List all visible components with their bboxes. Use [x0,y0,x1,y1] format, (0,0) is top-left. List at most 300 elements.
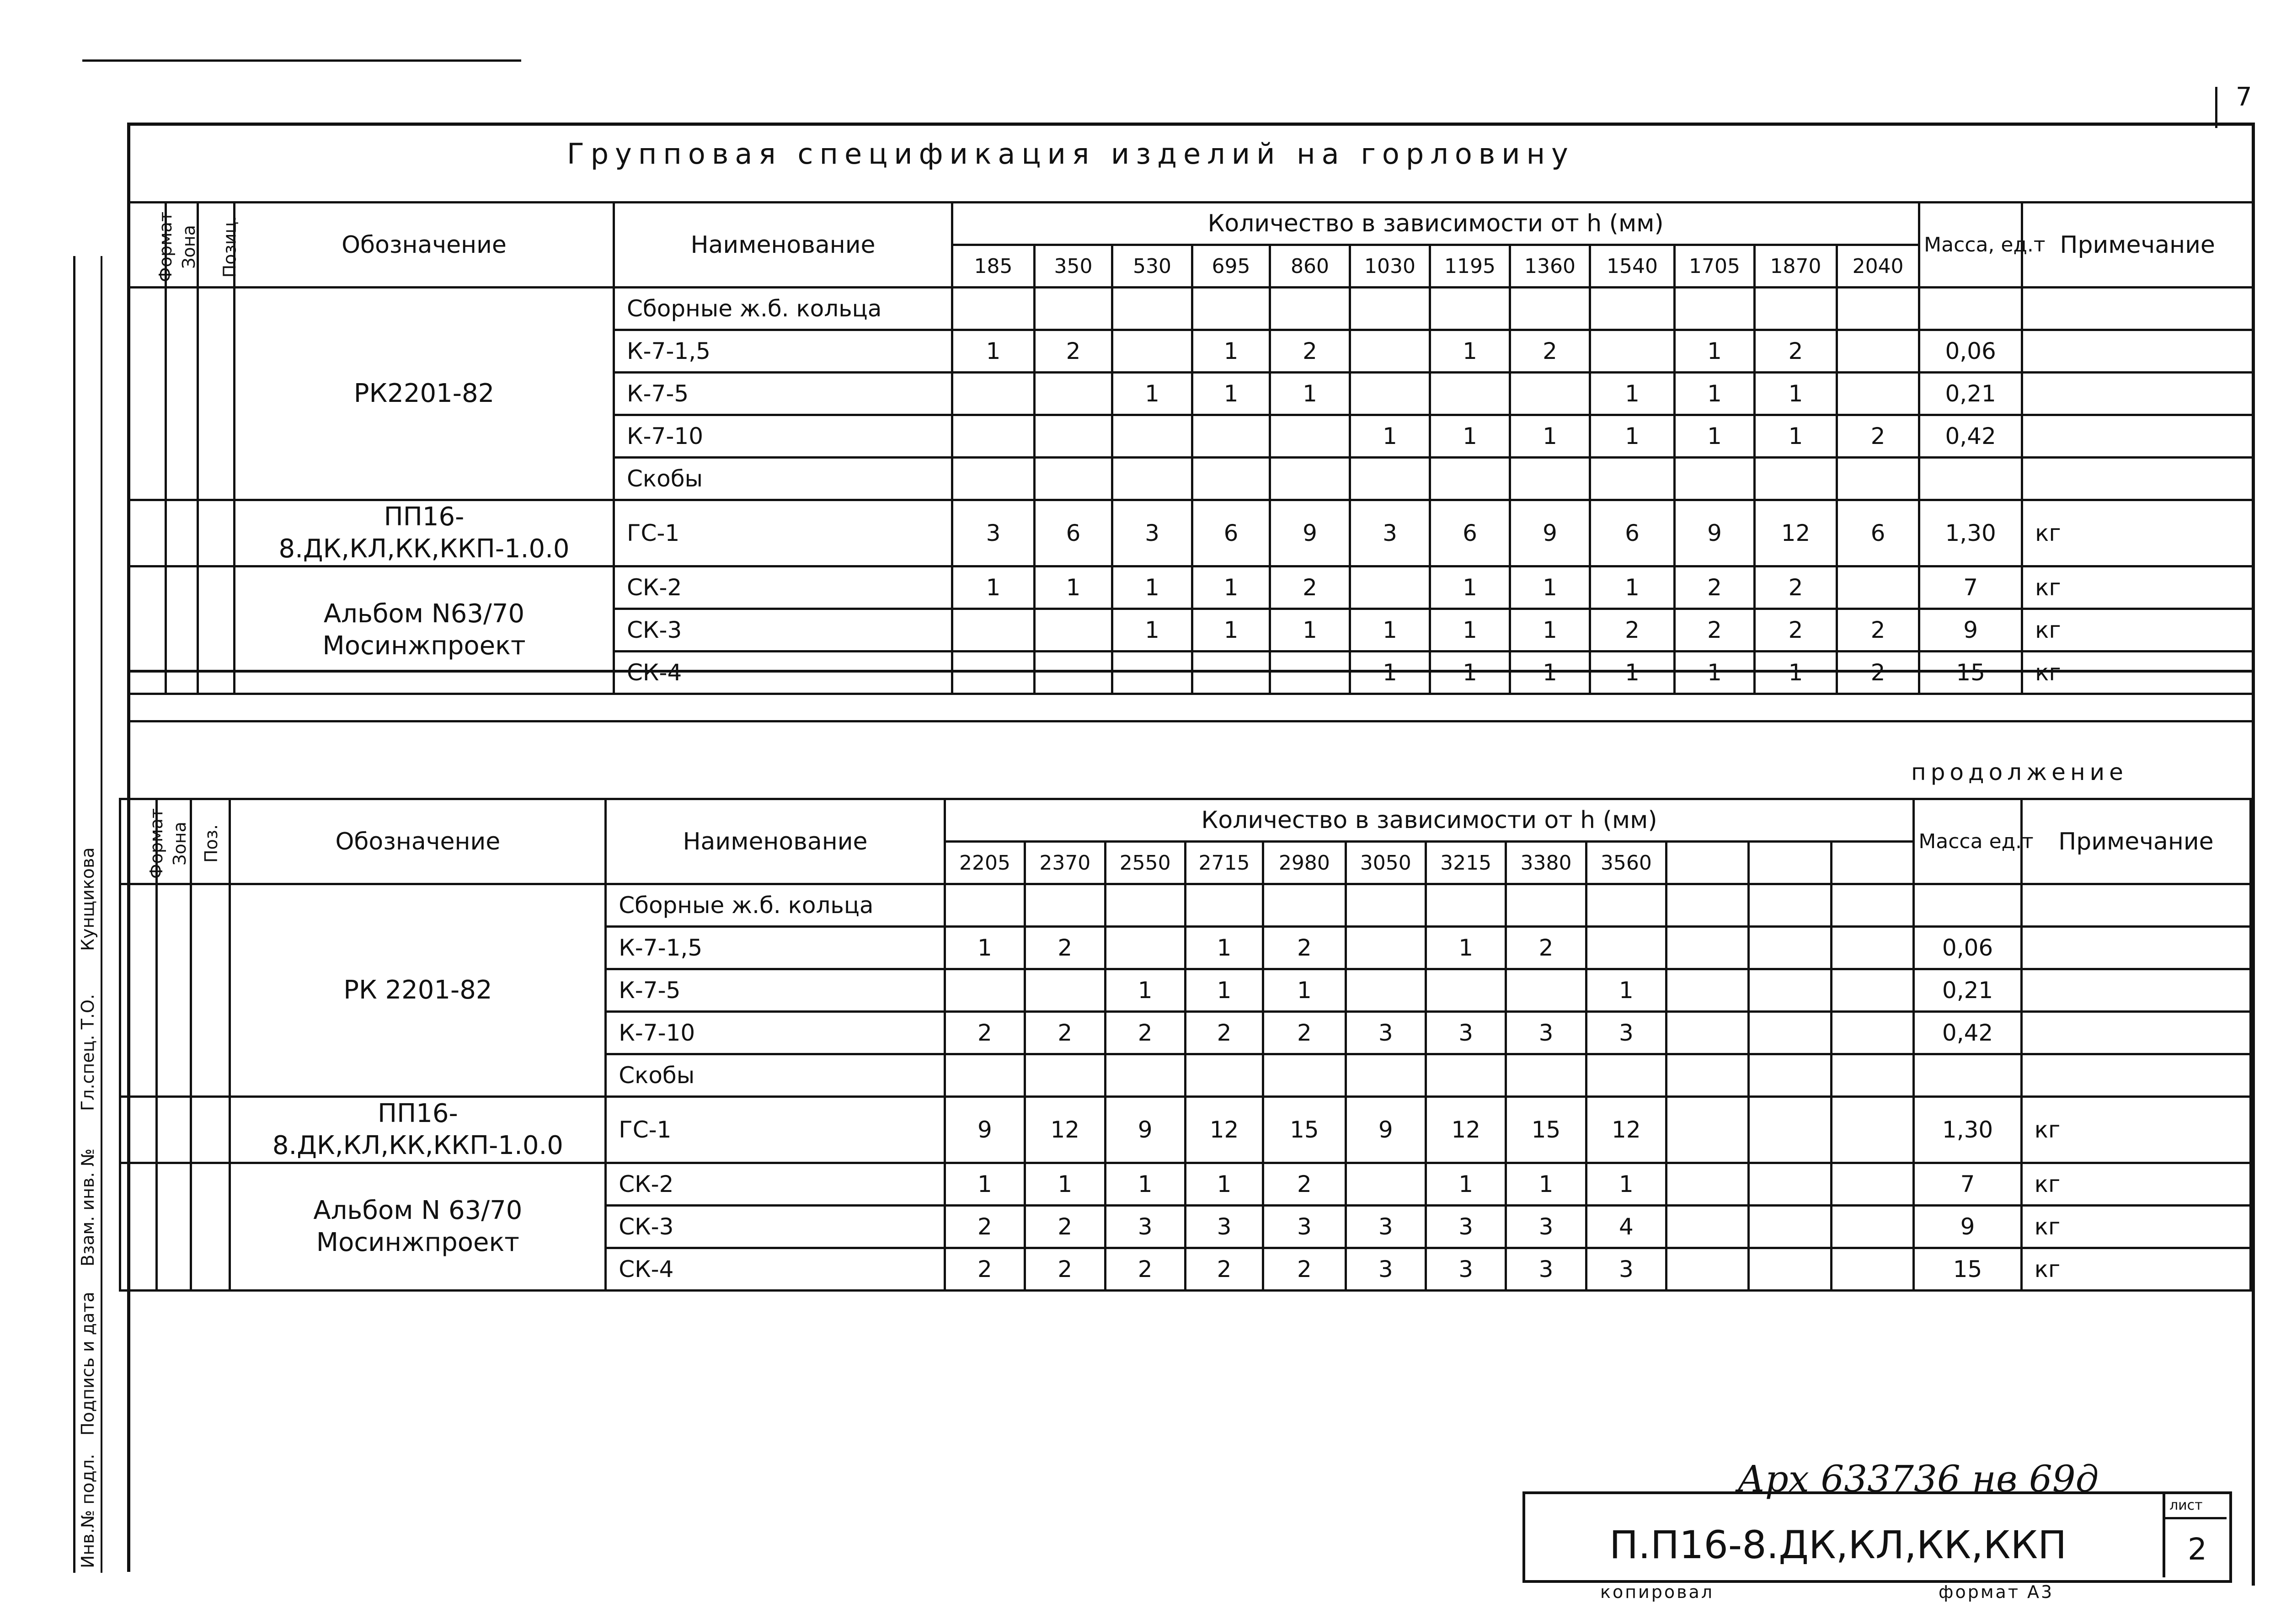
quantity-cell [1675,288,1755,330]
quantity-cell: 1 [1185,969,1263,1012]
quantity-cell [1749,927,1831,969]
height-col-header: 1540 [1590,245,1675,288]
quantity-cell [1112,415,1192,458]
quantity-cell [952,458,1035,500]
quantity-cell [1586,884,1666,927]
quantity-cell: 1 [1426,927,1506,969]
quantity-cell: 2 [1025,927,1105,969]
name-cell: СК-4 [614,652,952,694]
quantity-cell [952,609,1035,652]
quantity-cell: 2 [1837,609,1919,652]
designation-cell: РК2201-82 [235,288,614,500]
quantity-cell: 9 [1675,500,1755,566]
quantity-cell [1749,1248,1831,1291]
quantity-cell: 2 [1185,1248,1263,1291]
pos-cell [198,288,235,500]
quantity-cell: 3 [1105,1206,1185,1248]
name-cell: К-7-5 [606,969,945,1012]
quantity-cell [1749,1012,1831,1054]
format-cell [120,884,157,1097]
quantity-cell: 2 [1270,330,1350,373]
name-cell: ГС-1 [606,1097,945,1163]
quantity-cell: 2 [1837,415,1919,458]
sheet-number: 2 [2188,1532,2207,1567]
quantity-cell: 6 [1035,500,1112,566]
quantity-cell [1831,884,1914,927]
mass-cell: 0,21 [1919,373,2022,415]
quantity-cell [945,969,1025,1012]
note-cell: кг [2022,609,2253,652]
quantity-cell [952,288,1035,330]
height-col-header: 695 [1192,245,1270,288]
note-cell: кг [2021,1163,2250,1206]
quantity-cell: 3 [1426,1012,1506,1054]
quantity-cell: 1 [1270,373,1350,415]
height-col-header [1831,842,1914,884]
height-col-header [1666,842,1749,884]
quantity-cell: 2 [1675,609,1755,652]
quantity-cell: 3 [952,500,1035,566]
quantity-cell [1350,373,1430,415]
quantity-cell: 6 [1837,500,1919,566]
table-row [129,288,2253,330]
quantity-cell [1025,1054,1105,1097]
quantity-cell: 2 [945,1206,1025,1248]
quantity-cell [1192,652,1270,694]
quantity-cell [1112,330,1192,373]
quantity-cell: 6 [1192,500,1270,566]
quantity-cell: 1 [1105,969,1185,1012]
quantity-cell: 1 [1586,969,1666,1012]
copied-label: копировал [1600,1582,1714,1602]
table-row [120,1163,2251,1206]
quantity-cell [1112,652,1192,694]
height-col-header: 2980 [1263,842,1346,884]
format-label: формат А3 [1939,1582,2054,1602]
quantity-cell: 2 [1510,330,1590,373]
quantity-cell [1185,1054,1263,1097]
quantity-cell [1185,884,1263,927]
quantity-cell [1426,1054,1506,1097]
quantity-cell: 2 [1270,566,1350,609]
quantity-cell: 1 [1192,373,1270,415]
quantity-cell: 1 [952,330,1035,373]
quantity-cell [1426,884,1506,927]
quantity-cell: 1 [1510,566,1590,609]
name-cell: СК-2 [614,566,952,609]
note-cell [2022,373,2253,415]
quantity-cell: 3 [1350,500,1430,566]
quantity-cell: 4 [1586,1206,1666,1248]
quantity-cell [1105,927,1185,969]
zone-cell [157,1163,191,1291]
quantity-cell [1035,458,1112,500]
zone-cell [166,288,198,500]
note-cell: кг [2022,500,2253,566]
quantity-cell [1666,1248,1749,1291]
name-cell: Сборные ж.б. кольца [606,884,945,927]
quantity-cell: 1 [1426,1163,1506,1206]
quantity-cell: 3 [1586,1012,1666,1054]
top-stray-line [82,59,521,62]
mass-cell: 0,21 [1914,969,2021,1012]
quantity-cell: 2 [1263,1248,1346,1291]
quantity-cell: 1 [1510,609,1590,652]
quantity-cell [1831,1163,1914,1206]
table-row [129,500,2253,566]
quantity-cell [1192,288,1270,330]
quantity-cell [1025,969,1105,1012]
quantity-cell [1837,373,1919,415]
quantity-cell [1105,884,1185,927]
note-cell [2022,415,2253,458]
quantity-cell [1350,330,1430,373]
sheet-corner-number: 7 [2236,82,2252,112]
quantity-cell: 6 [1590,500,1675,566]
note-cell: кг [2022,566,2253,609]
designation-cell: ПП16-8.ДК,КЛ,КК,ККП-1.0.0 [230,1097,606,1163]
quantity-cell [1755,288,1837,330]
quantity-cell: 2 [1675,566,1755,609]
quantity-cell [1346,927,1426,969]
height-col-header: 2370 [1025,842,1105,884]
height-col-header: 3560 [1586,842,1666,884]
quantity-cell: 1 [1263,969,1346,1012]
quantity-cell [1749,884,1831,927]
quantity-cell: 1 [1590,373,1675,415]
mass-cell: 0,06 [1914,927,2021,969]
quantity-cell [1675,458,1755,500]
pos-cell [191,1097,230,1163]
col-header-mass: Масса ед.т [1914,799,2021,884]
quantity-cell [1025,884,1105,927]
col-header-quantity: Количество в зависимости от h (мм) [945,799,1914,842]
col-header-pos: Поз. [191,799,230,884]
table-row [120,884,2251,927]
quantity-cell [945,1054,1025,1097]
quantity-cell: 2 [1035,330,1112,373]
quantity-cell [1749,1097,1831,1163]
quantity-cell: 9 [1270,500,1350,566]
quantity-cell: 1 [1586,1163,1666,1206]
quantity-cell [1666,884,1749,927]
mid-divider-2 [128,720,2252,722]
quantity-cell: 1 [1112,609,1192,652]
quantity-cell [1831,1248,1914,1291]
quantity-cell [1831,1206,1914,1248]
mass-cell: 1,30 [1919,500,2022,566]
quantity-cell: 1 [1755,373,1837,415]
quantity-cell: 1 [1675,373,1755,415]
height-col-header: 1870 [1755,245,1837,288]
quantity-cell: 1 [1192,609,1270,652]
quantity-cell: 3 [1586,1248,1666,1291]
quantity-cell: 12 [1025,1097,1105,1163]
quantity-cell: 12 [1755,500,1837,566]
quantity-cell: 2 [945,1248,1025,1291]
mass-cell: 1,30 [1914,1097,2021,1163]
format-cell [120,1097,157,1163]
quantity-cell: 1 [1430,609,1510,652]
quantity-cell: 3 [1346,1248,1426,1291]
designation-cell: ПП16-8.ДК,КЛ,КК,ККП-1.0.0 [235,500,614,566]
margin-label-podpis: Подпись и дата [78,1292,98,1436]
quantity-cell: 2 [1263,927,1346,969]
quantity-cell: 15 [1263,1097,1346,1163]
col-header-name: Наименование [614,203,952,288]
archive-note: Арх 633736 нв 69д [1737,1458,2099,1500]
quantity-cell: 1 [1675,330,1755,373]
quantity-cell: 1 [1025,1163,1105,1206]
note-cell [2021,969,2250,1012]
quantity-cell [1430,288,1510,330]
margin-strip-left [73,256,75,1573]
quantity-cell: 9 [1510,500,1590,566]
quantity-cell: 2 [1263,1163,1346,1206]
margin-label-glspec: Гл.спец. Т.О. [78,994,98,1111]
sheet-label: лист [2169,1497,2203,1513]
mass-cell: 9 [1914,1206,2021,1248]
format-cell [120,1163,157,1291]
quantity-cell [1749,969,1831,1012]
quantity-cell [1831,969,1914,1012]
quantity-cell: 2 [1185,1012,1263,1054]
quantity-cell [952,373,1035,415]
mass-cell: 0,42 [1914,1012,2021,1054]
quantity-cell [1837,288,1919,330]
zone-cell [157,884,191,1097]
col-header-zone: Зона [157,799,191,884]
height-col-header: 3215 [1426,842,1506,884]
quantity-cell: 1 [1430,415,1510,458]
quantity-cell [1749,1206,1831,1248]
note-cell [2021,1012,2250,1054]
quantity-cell: 1 [1112,566,1192,609]
height-col-header [1749,842,1831,884]
mass-cell: 7 [1914,1163,2021,1206]
name-cell: Скобы [606,1054,945,1097]
col-header-designation: Обозначение [230,799,606,884]
quantity-cell [1837,458,1919,500]
mass-cell: 0,06 [1919,330,2022,373]
quantity-cell: 1 [1035,566,1112,609]
col-header-mass: Масса, ед.т [1919,203,2022,288]
quantity-cell: 2 [1755,609,1837,652]
pos-cell [191,1163,230,1291]
name-cell: К-7-1,5 [614,330,952,373]
height-col-header: 1030 [1350,245,1430,288]
note-cell [2021,927,2250,969]
quantity-cell: 1 [1192,566,1270,609]
quantity-cell [1506,1054,1586,1097]
margin-label-vzam: Взам. инв. № [78,1148,98,1266]
quantity-cell: 2 [1025,1248,1105,1291]
name-cell: СК-2 [606,1163,945,1206]
quantity-cell: 12 [1185,1097,1263,1163]
height-col-header: 1360 [1510,245,1590,288]
quantity-cell [952,415,1035,458]
designation-cell: Альбом N 63/70 Мосинжпроект [230,1163,606,1291]
margin-strip-mid [101,256,102,1573]
quantity-cell: 6 [1430,500,1510,566]
quantity-cell [1510,458,1590,500]
quantity-cell [1035,652,1112,694]
quantity-cell [1831,1054,1914,1097]
quantity-cell: 1 [1350,415,1430,458]
note-cell [2022,458,2253,500]
quantity-cell: 1 [1675,652,1755,694]
quantity-cell: 12 [1586,1097,1666,1163]
quantity-cell: 1 [1112,373,1192,415]
mass-cell [1919,288,2022,330]
format-cell [129,500,166,566]
frame-top [128,123,2254,126]
quantity-cell: 3 [1263,1206,1346,1248]
quantity-cell: 1 [1270,609,1350,652]
quantity-cell [1755,458,1837,500]
quantity-cell: 1 [1675,415,1755,458]
col-header-note: Примечание [2022,203,2253,288]
height-col-header: 1195 [1430,245,1510,288]
quantity-cell: 12 [1426,1097,1506,1163]
quantity-cell: 2 [1105,1248,1185,1291]
quantity-cell: 1 [945,927,1025,969]
quantity-cell [1270,288,1350,330]
height-col-header: 2715 [1185,842,1263,884]
quantity-cell [1346,1163,1426,1206]
quantity-cell [1590,458,1675,500]
quantity-cell [1263,884,1346,927]
quantity-cell [1837,566,1919,609]
pos-cell [198,566,235,694]
quantity-cell: 1 [1590,652,1675,694]
quantity-cell: 1 [1105,1163,1185,1206]
quantity-cell [1270,458,1350,500]
height-col-header: 350 [1035,245,1112,288]
quantity-cell [1586,1054,1666,1097]
quantity-cell [1749,1163,1831,1206]
quantity-cell: 1 [1430,566,1510,609]
quantity-cell: 9 [1346,1097,1426,1163]
quantity-cell [1831,1012,1914,1054]
quantity-cell [1035,415,1112,458]
mass-cell: 0,42 [1919,415,2022,458]
quantity-cell [1035,373,1112,415]
quantity-cell: 1 [1590,415,1675,458]
name-cell: Скобы [614,458,952,500]
quantity-cell [1749,1054,1831,1097]
col-header-format: Формат [120,799,157,884]
quantity-cell: 1 [1510,652,1590,694]
quantity-cell: 9 [1105,1097,1185,1163]
designation-cell: РК 2201-82 [230,884,606,1097]
quantity-cell [1590,288,1675,330]
quantity-cell [1831,927,1914,969]
format-cell [129,566,166,694]
zone-cell [166,500,198,566]
col-header-pos: Позиц. [198,203,235,288]
quantity-cell: 3 [1346,1206,1426,1248]
zone-cell [157,1097,191,1163]
quantity-cell [1590,330,1675,373]
format-cell [129,288,166,500]
note-cell [2021,1054,2250,1097]
spec-table-2 [119,798,2252,1292]
quantity-cell [1666,927,1749,969]
name-cell: СК-3 [606,1206,945,1248]
mass-cell [1914,1054,2021,1097]
designation-cell: Альбом N63/70 Мосинжпроект [235,566,614,694]
quantity-cell [1192,458,1270,500]
drawing-code: П.П16-8.ДК,КЛ,КК,ККП [1609,1522,2067,1567]
quantity-cell [1506,969,1586,1012]
continuation-label: продолжение [1911,759,2128,785]
quantity-cell: 2 [1755,330,1837,373]
quantity-cell: 2 [1755,566,1837,609]
margin-label-signer: Кунщикова [78,847,98,951]
quantity-cell: 2 [1590,609,1675,652]
quantity-cell [1586,927,1666,969]
quantity-cell: 3 [1506,1248,1586,1291]
mass-cell [1914,884,2021,927]
name-cell: СК-4 [606,1248,945,1291]
quantity-cell [1350,288,1430,330]
col-header-zone: Зона [166,203,198,288]
quantity-cell [1035,609,1112,652]
quantity-cell [1263,1054,1346,1097]
note-cell: кг [2021,1248,2250,1291]
note-cell: кг [2021,1097,2250,1163]
quantity-cell [1430,373,1510,415]
table-row [129,566,2253,609]
quantity-cell [1112,458,1192,500]
mass-cell: 7 [1919,566,2022,609]
quantity-cell [952,652,1035,694]
quantity-cell: 1 [1350,609,1430,652]
col-header-designation: Обозначение [235,203,614,288]
note-cell [2021,884,2250,927]
quantity-cell [1506,884,1586,927]
mass-cell [1919,458,2022,500]
quantity-cell: 3 [1426,1206,1506,1248]
quantity-cell: 1 [1755,415,1837,458]
note-cell: кг [2021,1206,2250,1248]
name-cell: К-7-10 [614,415,952,458]
quantity-cell: 1 [1185,1163,1263,1206]
quantity-cell: 2 [945,1012,1025,1054]
quantity-cell [1350,566,1430,609]
quantity-cell [1346,1054,1426,1097]
quantity-cell: 1 [1755,652,1837,694]
quantity-cell: 3 [1506,1012,1586,1054]
quantity-cell [1837,330,1919,373]
mass-cell: 15 [1914,1248,2021,1291]
quantity-cell: 3 [1426,1248,1506,1291]
quantity-cell [1430,458,1510,500]
quantity-cell [1192,415,1270,458]
spec-table-1 [128,201,2254,695]
quantity-cell [1666,1097,1749,1163]
corner-tick [2215,87,2217,128]
height-col-header: 185 [952,245,1035,288]
height-col-header: 530 [1112,245,1192,288]
quantity-cell: 1 [945,1163,1025,1206]
quantity-cell: 2 [1506,927,1586,969]
margin-label-inv-podl: Инв.№ подл. [78,1453,98,1568]
height-col-header: 3380 [1506,842,1586,884]
quantity-cell: 15 [1506,1097,1586,1163]
quantity-cell: 2 [1105,1012,1185,1054]
